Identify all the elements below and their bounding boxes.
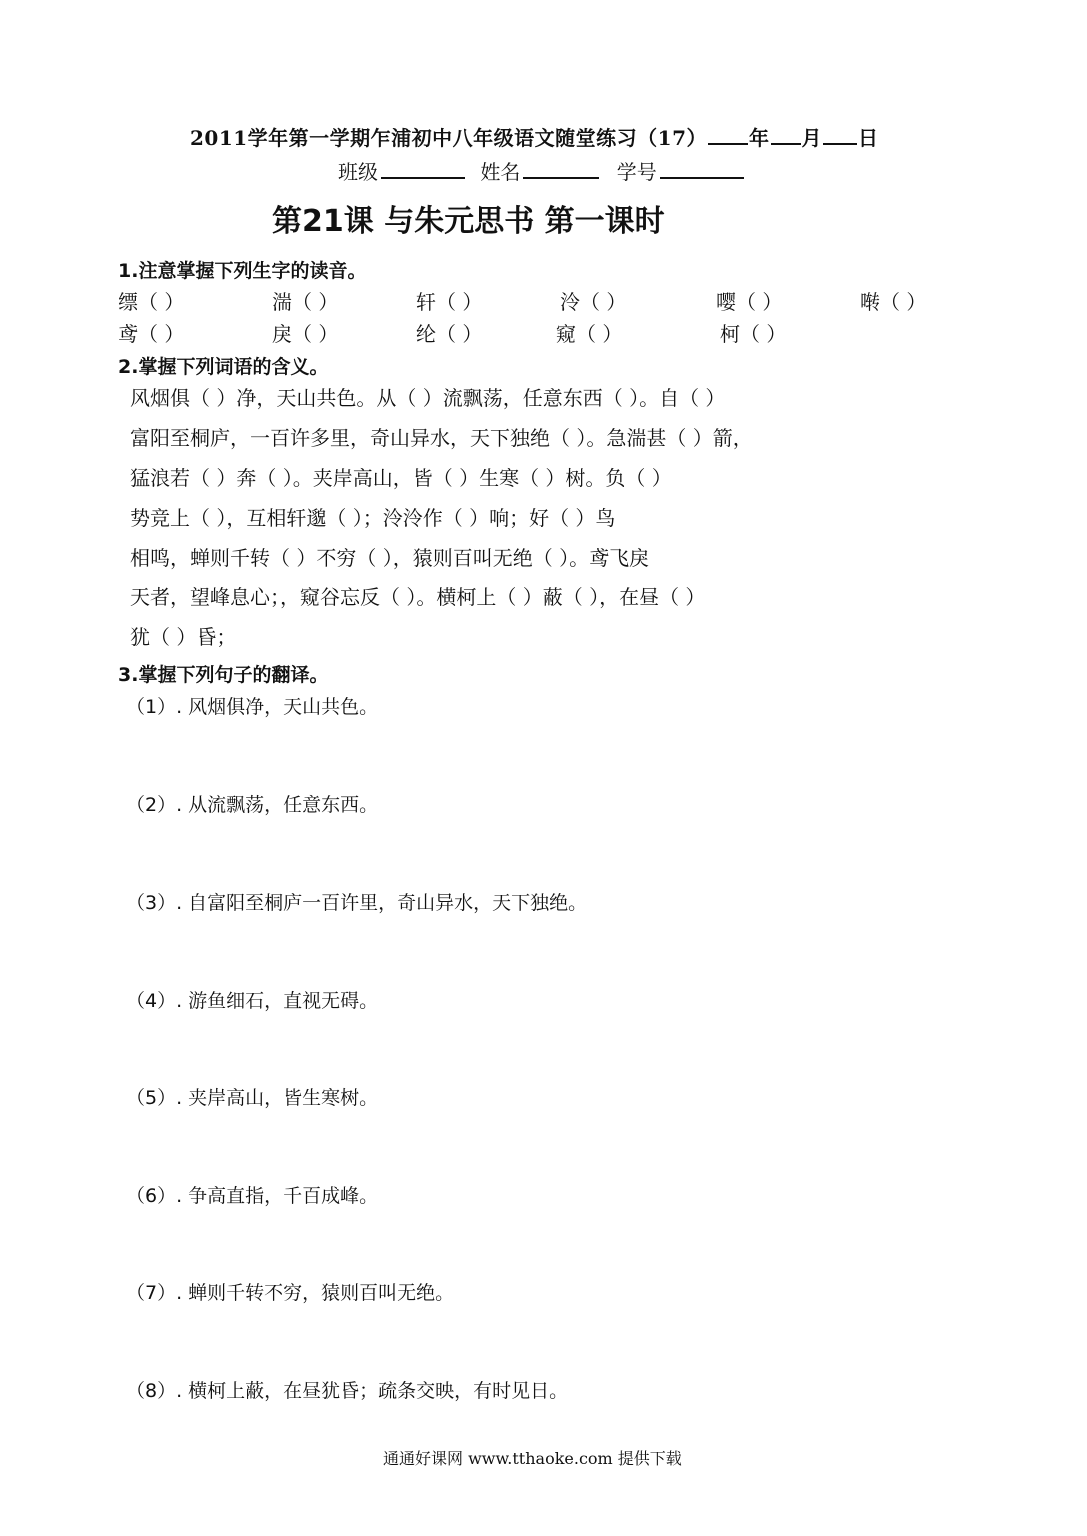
vocab-line: 富阳至桐庐，一百许多里，奇山异水，天下独绝（ ）。急湍甚（ ）箭，	[130, 426, 753, 450]
worksheet-title: 2011学年第一学期乍浦初中八年级语文随堂练习（17）	[190, 126, 707, 150]
name-blank	[523, 159, 599, 179]
month-label: 月	[801, 126, 822, 150]
vocab-line: 风烟俱（ ）净，天山共色。从（ ）流飘荡，任意东西（ ）。自（ ）	[130, 386, 726, 410]
class-label: 班级	[338, 160, 378, 184]
vocab-line: 势竞上（ ），互相轩邈（ ）；泠泠作（ ）响；好（ ）鸟	[130, 506, 616, 530]
translation-sentence: （4）. 游鱼细石，直视无碍。	[126, 990, 379, 1012]
pronunciation-row-2	[0, 318, 1087, 348]
vocab-line: 猛浪若（ ）奔（ ）。夹岸高山，皆（ ）生寒（ ）树。负（ ）	[130, 466, 672, 490]
pronunciation-row-1	[0, 286, 1087, 316]
pronunciation-item: 缥（ ）	[118, 290, 185, 314]
lesson-title: 第21课 与朱元思书 第一课时	[272, 204, 665, 239]
vocab-line: 犹（ ）昏；	[130, 625, 237, 649]
pronunciation-item: 嘤（ ）	[716, 290, 783, 314]
translation-sentence: （7）. 蝉则千转不穷，猿则百叫无绝。	[126, 1282, 455, 1304]
name-label: 姓名	[480, 160, 521, 184]
student-info-line	[338, 156, 745, 185]
pronunciation-item: 戾（ ）	[272, 322, 339, 346]
student-number-label: 学号	[616, 160, 657, 184]
pronunciation-item: 啭（ ）	[860, 290, 927, 314]
pronunciation-item: 窥（ ）	[556, 322, 623, 346]
day-blank	[823, 125, 857, 145]
pronunciation-item: 柯（ ）	[720, 322, 787, 346]
class-blank	[381, 159, 465, 179]
translation-sentence: （5）. 夹岸高山，皆生寒树。	[126, 1087, 379, 1109]
student-number-blank	[660, 159, 744, 179]
translation-sentence: （2）. 从流飘荡，任意东西。	[126, 794, 379, 816]
pronunciation-item: 轩（ ）	[416, 290, 483, 314]
section3-heading: 3.掌握下列句子的翻译。	[118, 664, 329, 686]
translation-sentence: （8）. 横柯上蔽，在昼犹昏；疏条交映，有时见日。	[126, 1380, 569, 1402]
vocab-line: 天者，望峰息心；，窥谷忘反（ ）。横柯上（ ）蔽（ ），在昼（ ）	[130, 585, 706, 609]
year-label: 年	[749, 126, 770, 150]
pronunciation-item: 纶（ ）	[416, 322, 483, 346]
pronunciation-item: 泠（ ）	[560, 290, 627, 314]
year-blank	[708, 125, 748, 145]
vocab-line: 相鸣，蝉则千转（ ）不穷（ ），猿则百叫无绝（ ）。鸢飞戾	[130, 546, 650, 570]
worksheet-header	[190, 122, 879, 151]
translation-sentence: （6）. 争高直指，千百成峰。	[126, 1185, 379, 1207]
download-footer: 通通好课网 www.tthaoke.com 提供下载	[383, 1449, 682, 1468]
translation-sentence: （1）. 风烟俱净，天山共色。	[126, 696, 379, 718]
pronunciation-item: 湍（ ）	[272, 290, 339, 314]
month-blank	[771, 125, 801, 145]
section2-heading: 2.掌握下列词语的含义。	[118, 356, 329, 378]
section1-heading: 1.注意掌握下列生字的读音。	[118, 260, 367, 282]
pronunciation-item: 鸢（ ）	[118, 322, 185, 346]
day-label: 日	[858, 126, 879, 150]
translation-sentence: （3）. 自富阳至桐庐一百许里，奇山异水，天下独绝。	[126, 892, 588, 914]
